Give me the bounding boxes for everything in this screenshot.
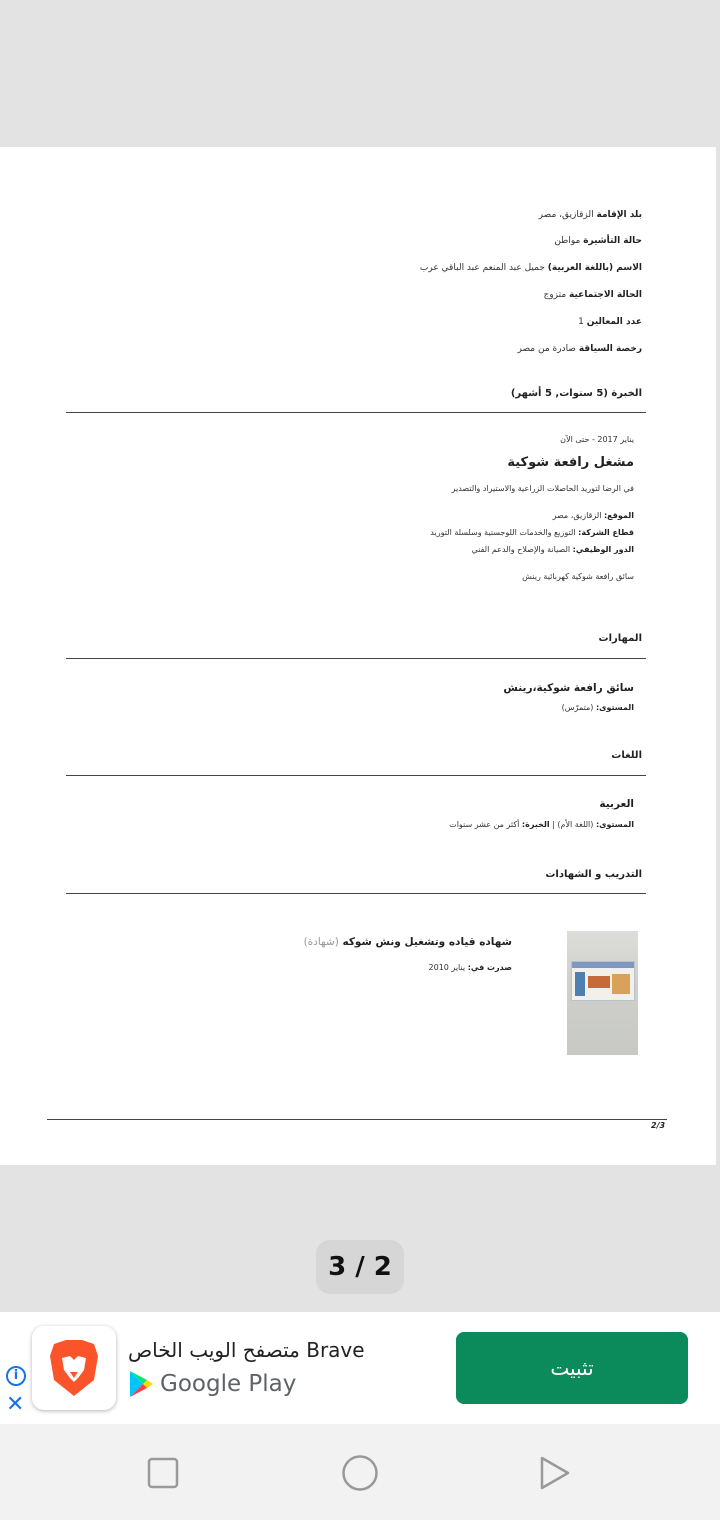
page-counter: 3 / 2 <box>316 1240 404 1294</box>
skill-name: سائق رافعة شوكية،رينش <box>503 682 634 694</box>
section-title-languages: اللغات <box>611 750 642 761</box>
page-footer-rule <box>47 1119 667 1120</box>
job-location: الموقع: الزقازيق، مصر <box>552 511 634 520</box>
ad-title[interactable]: متصفح الويب الخاص Brave <box>128 1338 365 1362</box>
brave-lion-icon[interactable] <box>32 1326 116 1410</box>
document-page <box>0 147 716 1165</box>
info-dependents: عدد المعالين 1 <box>578 317 642 327</box>
circle-icon[interactable] <box>340 1453 380 1493</box>
ad-store-label: Google Play <box>160 1371 297 1397</box>
section-title-skills: المهارات <box>598 633 642 644</box>
square-icon[interactable] <box>146 1456 180 1490</box>
certificate-card <box>571 961 635 1001</box>
section-divider <box>66 412 646 413</box>
job-title: مشغل رافعة شوكية <box>507 455 634 470</box>
info-marital-status: الحالة الاجتماعية متزوج <box>543 290 642 300</box>
job-description: سائق رافعة شوكية كهربائية رينش <box>522 572 634 581</box>
section-title-experience: الخبرة (5 سنوات, 5 أشهر) <box>510 388 642 399</box>
ad-banner[interactable] <box>0 1312 720 1424</box>
google-play-icon <box>128 1370 154 1398</box>
info-name-arabic: الاسم (باللغة العربية) جميل عبد المنعم عبد الباقي عرب <box>419 263 642 273</box>
ad-info-icon[interactable]: i <box>6 1366 26 1386</box>
close-icon[interactable]: ✕ <box>6 1392 25 1417</box>
install-button[interactable]: تثبيت <box>456 1332 688 1404</box>
certificate-image[interactable] <box>567 931 638 1055</box>
info-driving-license: رخصة السياقة صادرة من مصر <box>517 344 642 354</box>
ad-store-badge[interactable] <box>128 1368 296 1400</box>
info-visa: حالة التأشيرة مواطن <box>554 236 642 246</box>
section-divider <box>66 775 646 776</box>
skill-level: المستوى: (متمرّس) <box>561 703 634 712</box>
language-level: المستوى: (اللغة الأم) | الخبرة: أكثر من عشر سنوات <box>449 820 634 829</box>
certificate-issued: صدرت في: يناير 2010 <box>428 963 512 972</box>
company-sector: قطاع الشركة: التوزيع والخدمات اللوجستية وسلسلة التوريد <box>430 528 634 537</box>
section-divider <box>66 658 646 659</box>
job-role: الدور الوظيفي: الصيانة والإصلاح والدعم الفني <box>471 545 634 554</box>
triangle-back-icon[interactable] <box>536 1454 574 1492</box>
experience-dates: يناير 2017 - حتى الآن <box>560 435 634 444</box>
section-title-training: التدريب و الشهادات <box>545 869 642 880</box>
certificate-name: شهاده قياده وتشغيل ونش شوكه (شهادة) <box>303 936 512 948</box>
info-residence: بلد الإقامة الزقازيق، مصر <box>538 210 642 220</box>
language-name: العربية <box>599 798 634 810</box>
page-number: 2/3 <box>651 1121 666 1130</box>
system-navigation-bar <box>0 1424 720 1520</box>
company-name: في الرضا لتوريد الحاصلات الزراعية والاستيراد والتصدير <box>451 484 634 493</box>
section-divider <box>66 893 646 894</box>
